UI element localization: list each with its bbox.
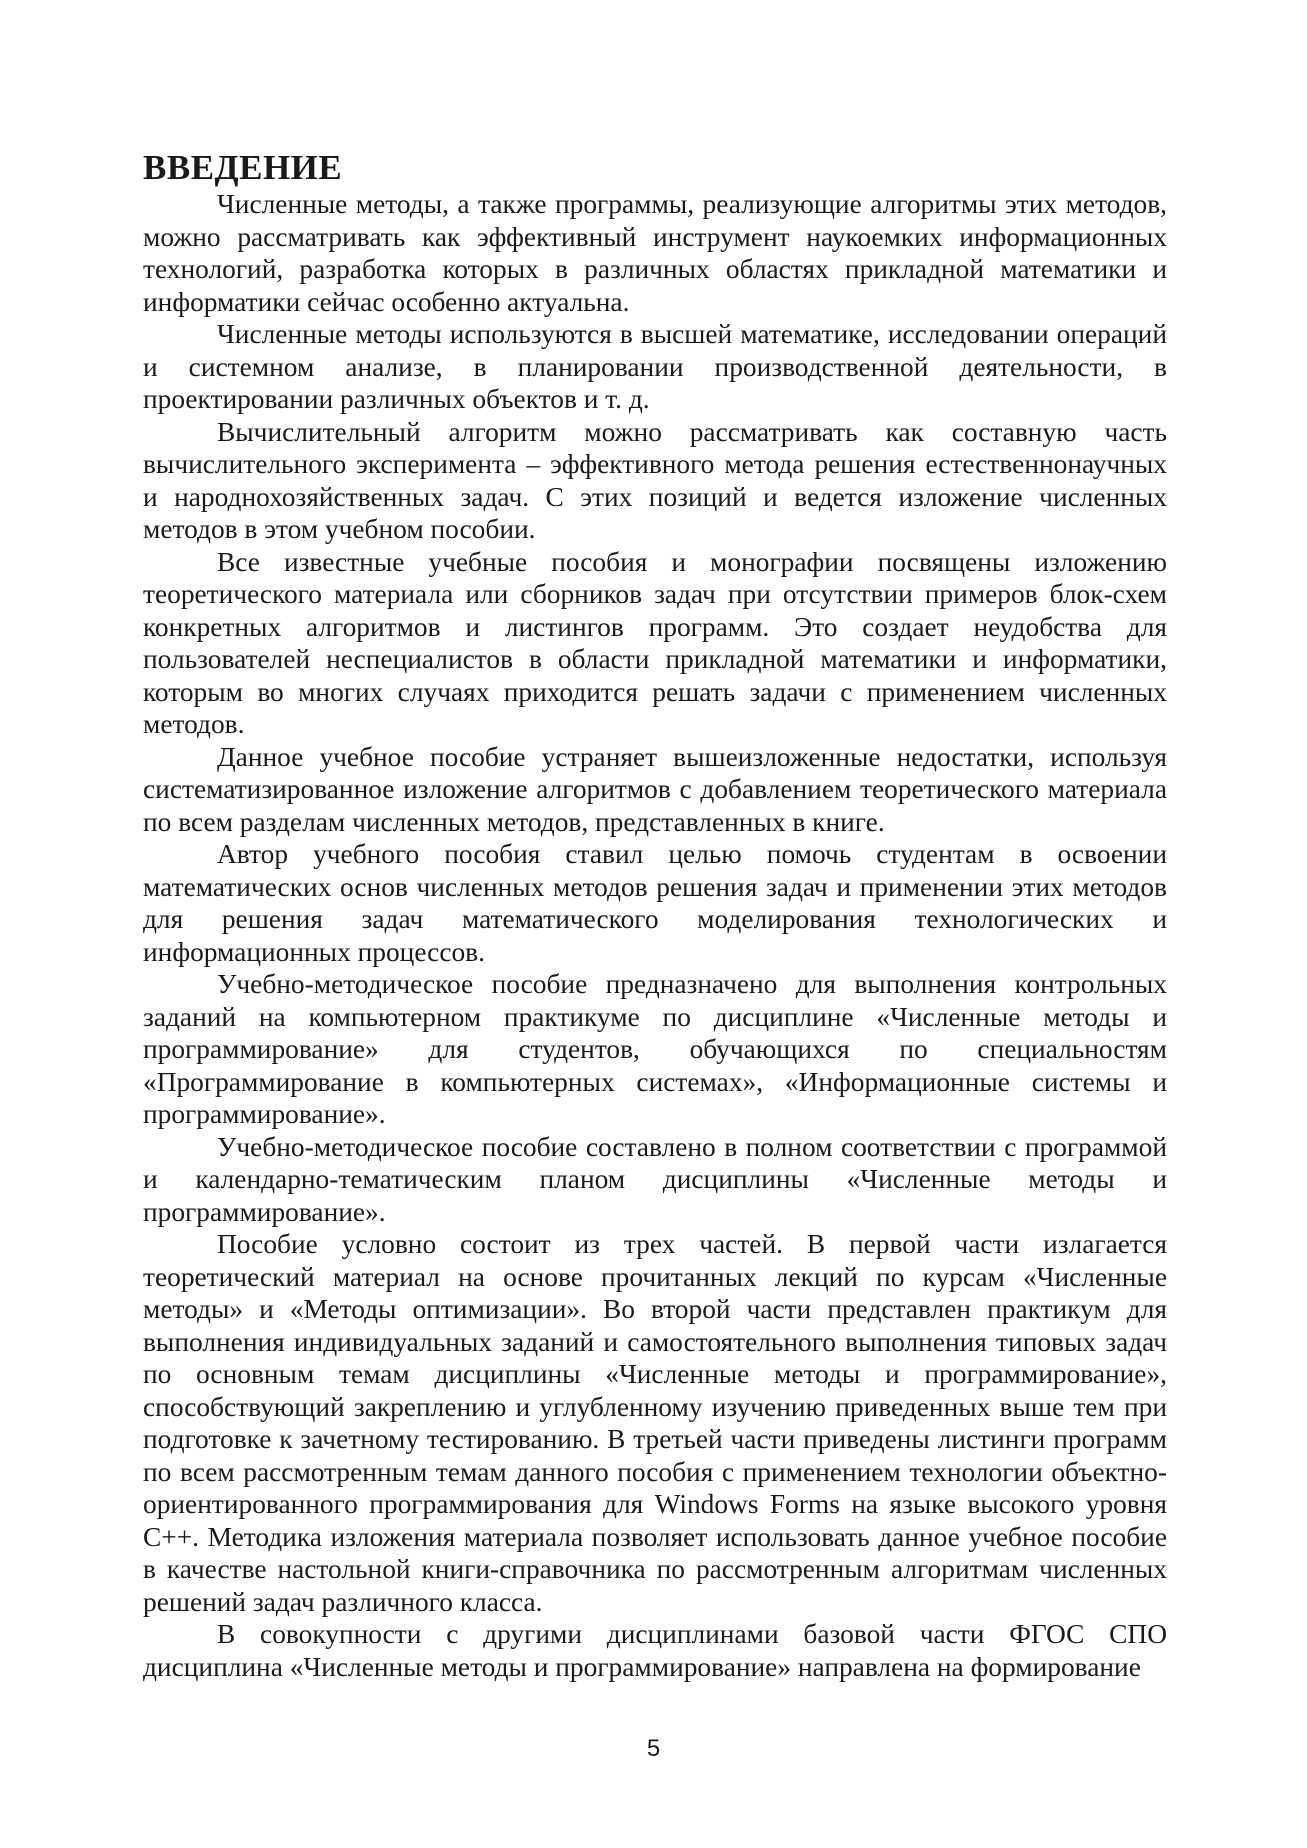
section-heading: ВВЕДЕНИЕ bbox=[143, 148, 343, 187]
paragraph: Вычислительный алгоритм можно рассматривать как составную часть вычислительного эксперимента – эффективного метода решения естественнонаучных и народнохозяйственных задач. С этих позиций и ведется изложение численных методов в этом учебном пособии. bbox=[143, 416, 1167, 544]
page-number: 5 bbox=[646, 1735, 661, 1762]
paragraph: Пособие условно состоит из трех частей. В первой части излагается теоретический материал на основе прочитанных лекций по курсам «Численные методы» и «Методы оптимизации». Во второй части представлен практикум для выполнения индивидуальных заданий и самостоятельного выполнения типовых задач по основным темам дисциплины «Численные методы и программирование», способствующий закреплению и углубленному изучению приведенных выше тем при подготовке к зачетному тестированию. В третьей части приведены листинги программ по всем рассмотренным темам данного пособия с применением технологии объектно-ориентированного программирования для Windows Forms на языке высокого уровня C++. Методика изложения материала позволяет использовать данное учебное пособие в качестве настольной книги-справочника по рассмотренным алгоритмам численных решений задач различного класса. bbox=[143, 1229, 1167, 1617]
paragraph: Все известные учебные пособия и монографии посвящены изложению теоретического материала или сборников задач при отсутствии примеров блок-схем конкретных алгоритмов и листингов программ. Это создает неудобства для пользователей неспециалистов в области прикладной математики и информатики, которым во многих случаях приходится решать задачи с применением численных методов. bbox=[143, 546, 1167, 739]
paragraph-continued: В совокупности с другими дисциплинами базовой части ФГОС СПО дисциплина «Численные методы и программирование» направлена на формирование bbox=[143, 1619, 1167, 1682]
paragraph: Численные методы, а также программы, реализующие алгоритмы этих методов, можно рассматривать как эффективный инструмент наукоемких информационных технологий, разработка которых в различных областях прикладной математики и информатики сейчас особенно актуальна. bbox=[143, 189, 1167, 317]
paragraph: Учебно-методическое пособие составлено в полном соответствии с программой и календарно-тематическим планом дисциплины «Численные методы и программирование». bbox=[143, 1131, 1167, 1227]
paragraph: Автор учебного пособия ставил целью помочь студентам в освоении математических основ численных методов решения задач и применении этих методов для решения задач математического моделирования технологических и информационных процессов. bbox=[143, 839, 1167, 967]
paragraph: Численные методы используются в высшей математике, исследовании операций и системном анализе, в планировании производственной деятельности, в проектировании различных объектов и т. д. bbox=[143, 319, 1167, 414]
paragraph: Учебно-методическое пособие предназначено для выполнения контрольных заданий на компьютерном практикуме по дисциплине «Численные методы и программирование» для студентов, обучающихся по специальностям «Программирование в компьютерных системах», «Информационные системы и программирование». bbox=[143, 969, 1167, 1129]
page-body bbox=[143, 148, 1167, 1683]
paragraph: Данное учебное пособие устраняет вышеизложенные недостатки, используя систематизированное изложение алгоритмов с добавлением теоретического материала по всем разделам численных методов, представленных в книге. bbox=[143, 741, 1167, 837]
